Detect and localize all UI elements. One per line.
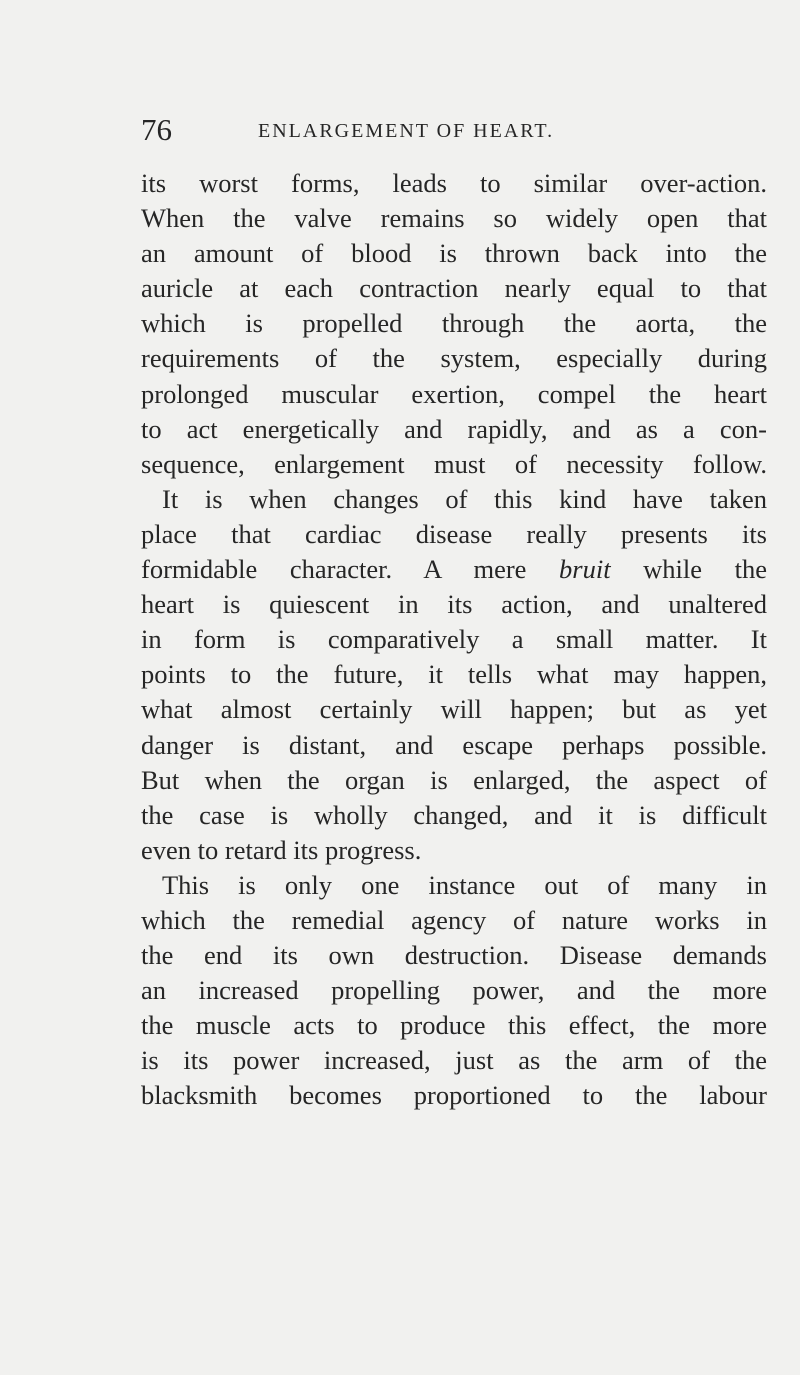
text-line: the muscle acts to produce this effect, the more <box>141 1010 767 1041</box>
text-line: which the remedial agency of nature works in <box>141 904 767 935</box>
running-head <box>0 112 800 148</box>
text-segment: formidable character. A mere <box>141 554 560 585</box>
text-line: which is propelled through the aorta, the <box>141 308 767 339</box>
text-line: is its power increased, just as the arm of the <box>141 1045 767 1076</box>
text-line: auricle at each contraction nearly equal to that <box>141 273 767 304</box>
text-line: its worst forms, leads to similar over-action. <box>141 168 767 198</box>
italic-term: bruit <box>559 554 611 585</box>
text-line: points to the future, it tells what may happen, <box>141 659 767 690</box>
text-line: the end its own destruction. Disease demands <box>141 940 767 971</box>
text-line: But when the organ is enlarged, the aspect of <box>141 764 767 795</box>
text-line: place that cardiac disease really presents its <box>141 518 767 549</box>
text-line: heart is quiescent in its action, and unaltered <box>141 589 767 620</box>
text-line: what almost certainly will happen; but as yet <box>141 694 767 725</box>
text-line-with-italic <box>141 552 767 587</box>
text-line: an increased propelling power, and the more <box>141 975 767 1006</box>
text-line: requirements of the system, especially during <box>141 343 767 374</box>
text-line: sequence, enlargement must of necessity follow. <box>141 448 767 479</box>
text-line: even to retard its progress. <box>141 834 422 865</box>
text-line: in form is comparatively a small matter. It <box>141 624 767 655</box>
text-line: blacksmith becomes proportioned to the labour <box>141 1080 767 1111</box>
running-title: ENLARGEMENT OF HEART. <box>258 120 555 142</box>
text-line: to act energetically and rapidly, and as a con- <box>141 413 767 444</box>
page-number: 76 <box>141 112 172 147</box>
text-line: prolonged muscular exertion, compel the heart <box>141 378 767 409</box>
text-segment: while the <box>610 554 767 585</box>
text-line: It is when changes of this kind have taken <box>162 483 767 514</box>
text-line: danger is distant, and escape perhaps possible. <box>141 729 767 760</box>
text-line: This is only one instance out of many in <box>162 869 767 900</box>
text-line: the case is wholly changed, and it is difficult <box>141 799 767 830</box>
body-text <box>141 166 767 1114</box>
text-line: an amount of blood is thrown back into the <box>141 238 767 269</box>
text-line: When the valve remains so widely open that <box>141 203 767 234</box>
